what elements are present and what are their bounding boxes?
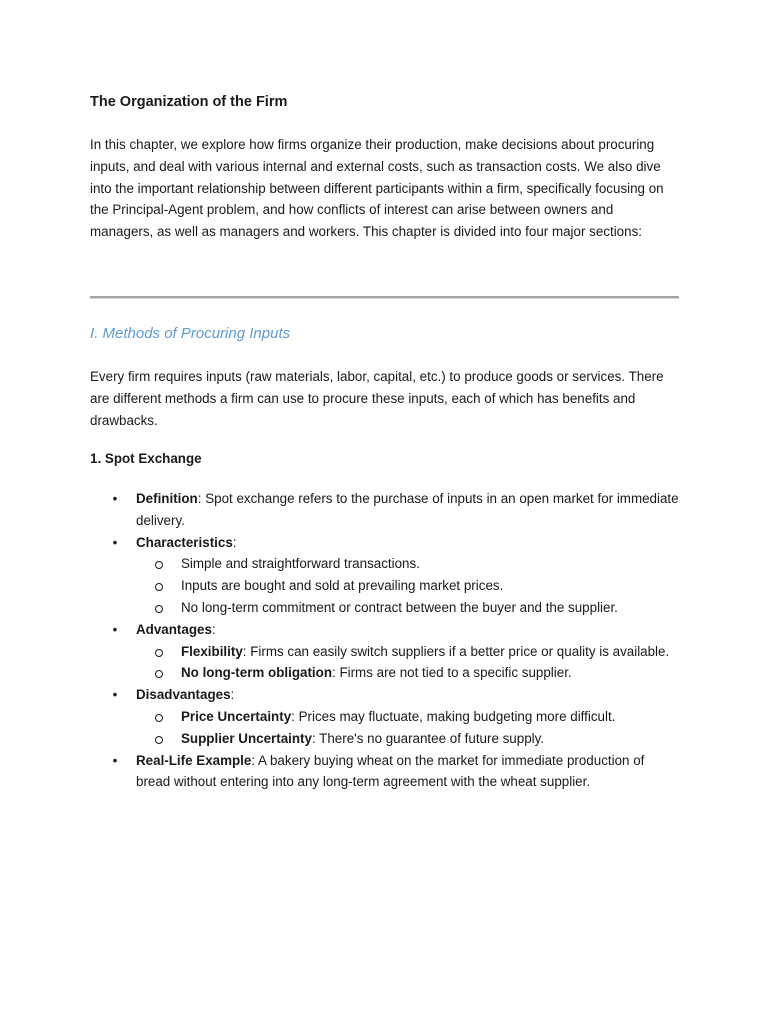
bullet-icon: • <box>112 687 118 703</box>
sub-list-item <box>136 597 680 619</box>
circle-bullet-icon <box>155 561 163 569</box>
sub-item-text: Inputs are bought and sold at prevailing market prices. <box>181 578 504 594</box>
sub-list-item <box>136 575 680 597</box>
document-title: The Organization of the Firm <box>90 94 288 110</box>
item-text: : <box>211 621 216 637</box>
item-label: Definition <box>136 491 198 506</box>
sub-list <box>136 553 680 618</box>
list-item-advantages <box>90 619 680 684</box>
sub-item-text: : Firms are not tied to a specific supplier. <box>332 665 572 681</box>
bullet-list <box>90 488 680 793</box>
sub-item-label: Price Uncertainty <box>181 708 292 724</box>
sub-list-item <box>136 706 680 728</box>
list-item-disadvantages <box>90 684 680 749</box>
item-text: : <box>230 687 235 703</box>
sub-list-item <box>136 662 680 684</box>
item-label: Real-Life Example <box>136 752 252 768</box>
circle-bullet-icon <box>155 605 163 613</box>
sub-item-text: : Prices may fluctuate, making budgeting more difficult. <box>291 708 616 724</box>
bullet-icon: • <box>112 752 118 768</box>
circle-bullet-icon <box>155 670 163 678</box>
item-text: : A bakery buying wheat on the market for immediate production of bread without entering into any long-term agreement with the wheat supplier. <box>136 752 645 790</box>
sub-list-item <box>136 728 680 750</box>
circle-bullet-icon <box>155 583 163 591</box>
sub-list-item <box>136 641 680 663</box>
item-text: : <box>232 534 237 550</box>
list-item-definition <box>90 488 680 532</box>
sub-item-label: No long-term obligation <box>181 665 332 681</box>
sub-item-text: : There's no guarantee of future supply. <box>311 730 545 746</box>
list-item-characteristics <box>90 532 680 619</box>
bullet-icon: • <box>112 534 118 550</box>
item-label: Advantages <box>136 621 212 637</box>
intro-paragraph: In this chapter, we explore how firms organize their production, make decisions about procuring inputs, and deal with various internal and external costs, such as transaction costs. We also dive into the important relationship between different participants within a firm, specifically focusing on the Principal-Agent problem, and how conflicts of interest can arise between owners and managers, as well as managers and workers. This chapter is divided into four major sections: <box>90 137 664 240</box>
section-intro-paragraph: Every firm requires inputs (raw materials, labor, capital, etc.) to produce goods or services. There are different methods a firm can use to procure these inputs, each of which has benefits and drawbacks. <box>90 369 664 428</box>
circle-bullet-icon <box>155 714 163 722</box>
sub-item-label: Supplier Uncertainty <box>181 730 312 746</box>
circle-bullet-icon <box>155 649 163 657</box>
sub-list-item <box>136 553 680 575</box>
sub-list <box>136 641 680 685</box>
item-label: Disadvantages <box>136 687 231 703</box>
sub-item-label: Flexibility <box>181 643 243 659</box>
bullet-icon: • <box>112 491 118 506</box>
section-heading: I. Methods of Procuring Inputs <box>90 325 291 342</box>
item-text: : Spot exchange refers to the purchase of inputs in an open market for immediate delivery. <box>136 491 679 528</box>
bullet-icon: • <box>112 621 118 637</box>
horizontal-divider <box>90 296 679 299</box>
sub-list <box>136 706 680 750</box>
sub-item-text: : Firms can easily switch suppliers if a better price or quality is available. <box>242 643 670 659</box>
circle-bullet-icon <box>155 736 163 744</box>
sub-item-text: No long-term commitment or contract between the buyer and the supplier. <box>181 599 618 615</box>
subsection-heading: 1. Spot Exchange <box>90 451 202 466</box>
sub-item-text: Simple and straightforward transactions. <box>181 556 420 572</box>
list-item-real-life-example <box>90 750 680 794</box>
item-label: Characteristics <box>136 534 233 550</box>
